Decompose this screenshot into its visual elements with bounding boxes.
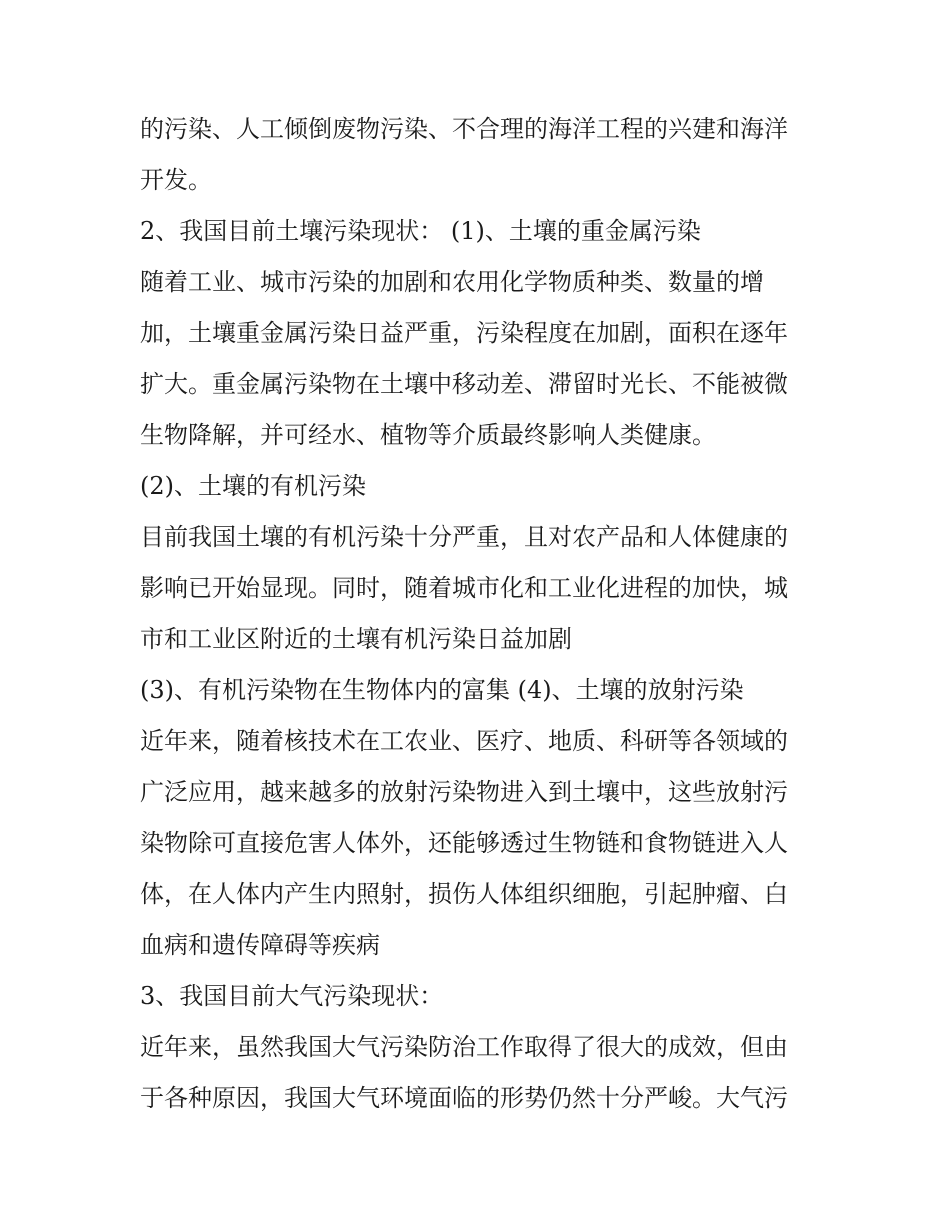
text-line: 近年来，随着核技术在工农业、医疗、地质、科研等各领域的: [140, 727, 788, 755]
text-line: 生物降解，并可经水、植物等介质最终影响人类健康。: [140, 421, 716, 449]
text-line: 的污染、人工倾倒废物污染、不合理的海洋工程的兴建和海洋: [140, 115, 788, 143]
text-line: 近年来，虽然我国大气污染防治工作取得了很大的成效，但由: [140, 1033, 788, 1061]
text-line: 加，土壤重金属污染日益严重，污染程度在加剧，面积在逐年: [140, 319, 788, 347]
section-heading-soil: 2、我国目前土壤污染现状： (1)、土壤的重金属污染: [140, 217, 701, 245]
text-line: 开发。: [140, 166, 212, 194]
subsection-heading-radioactive: (3)、有机污染物在生物体内的富集 (4)、土壤的放射污染: [140, 676, 744, 704]
text-line: 广泛应用，越来越多的放射污染物进入到土壤中，这些放射污: [140, 778, 788, 806]
text-line: 市和工业区附近的土壤有机污染日益加剧: [140, 625, 572, 653]
text-line: 体，在人体内产生内照射，损伤人体组织细胞，引起肿瘤、白: [140, 880, 788, 908]
text-line: 于各种原因，我国大气环境面临的形势仍然十分严峻。大气污: [140, 1084, 788, 1112]
text-line: 目前我国土壤的有机污染十分严重，且对农产品和人体健康的: [140, 523, 788, 551]
section-heading-air: 3、我国目前大气污染现状：: [140, 982, 444, 1010]
text-line: 染物除可直接危害人体外，还能够透过生物链和食物链进入人: [140, 829, 788, 857]
text-line: 血病和遗传障碍等疾病: [140, 931, 380, 959]
text-line: 扩大。重金属污染物在土壤中移动差、滞留时光长、不能被微: [140, 370, 788, 398]
text-line: 影响已开始显现。同时，随着城市化和工业化进程的加快，城: [140, 574, 788, 602]
text-line: 随着工业、城市污染的加剧和农用化学物质种类、数量的增: [140, 268, 764, 296]
subsection-heading-organic: (2)、土壤的有机污染: [140, 472, 366, 500]
